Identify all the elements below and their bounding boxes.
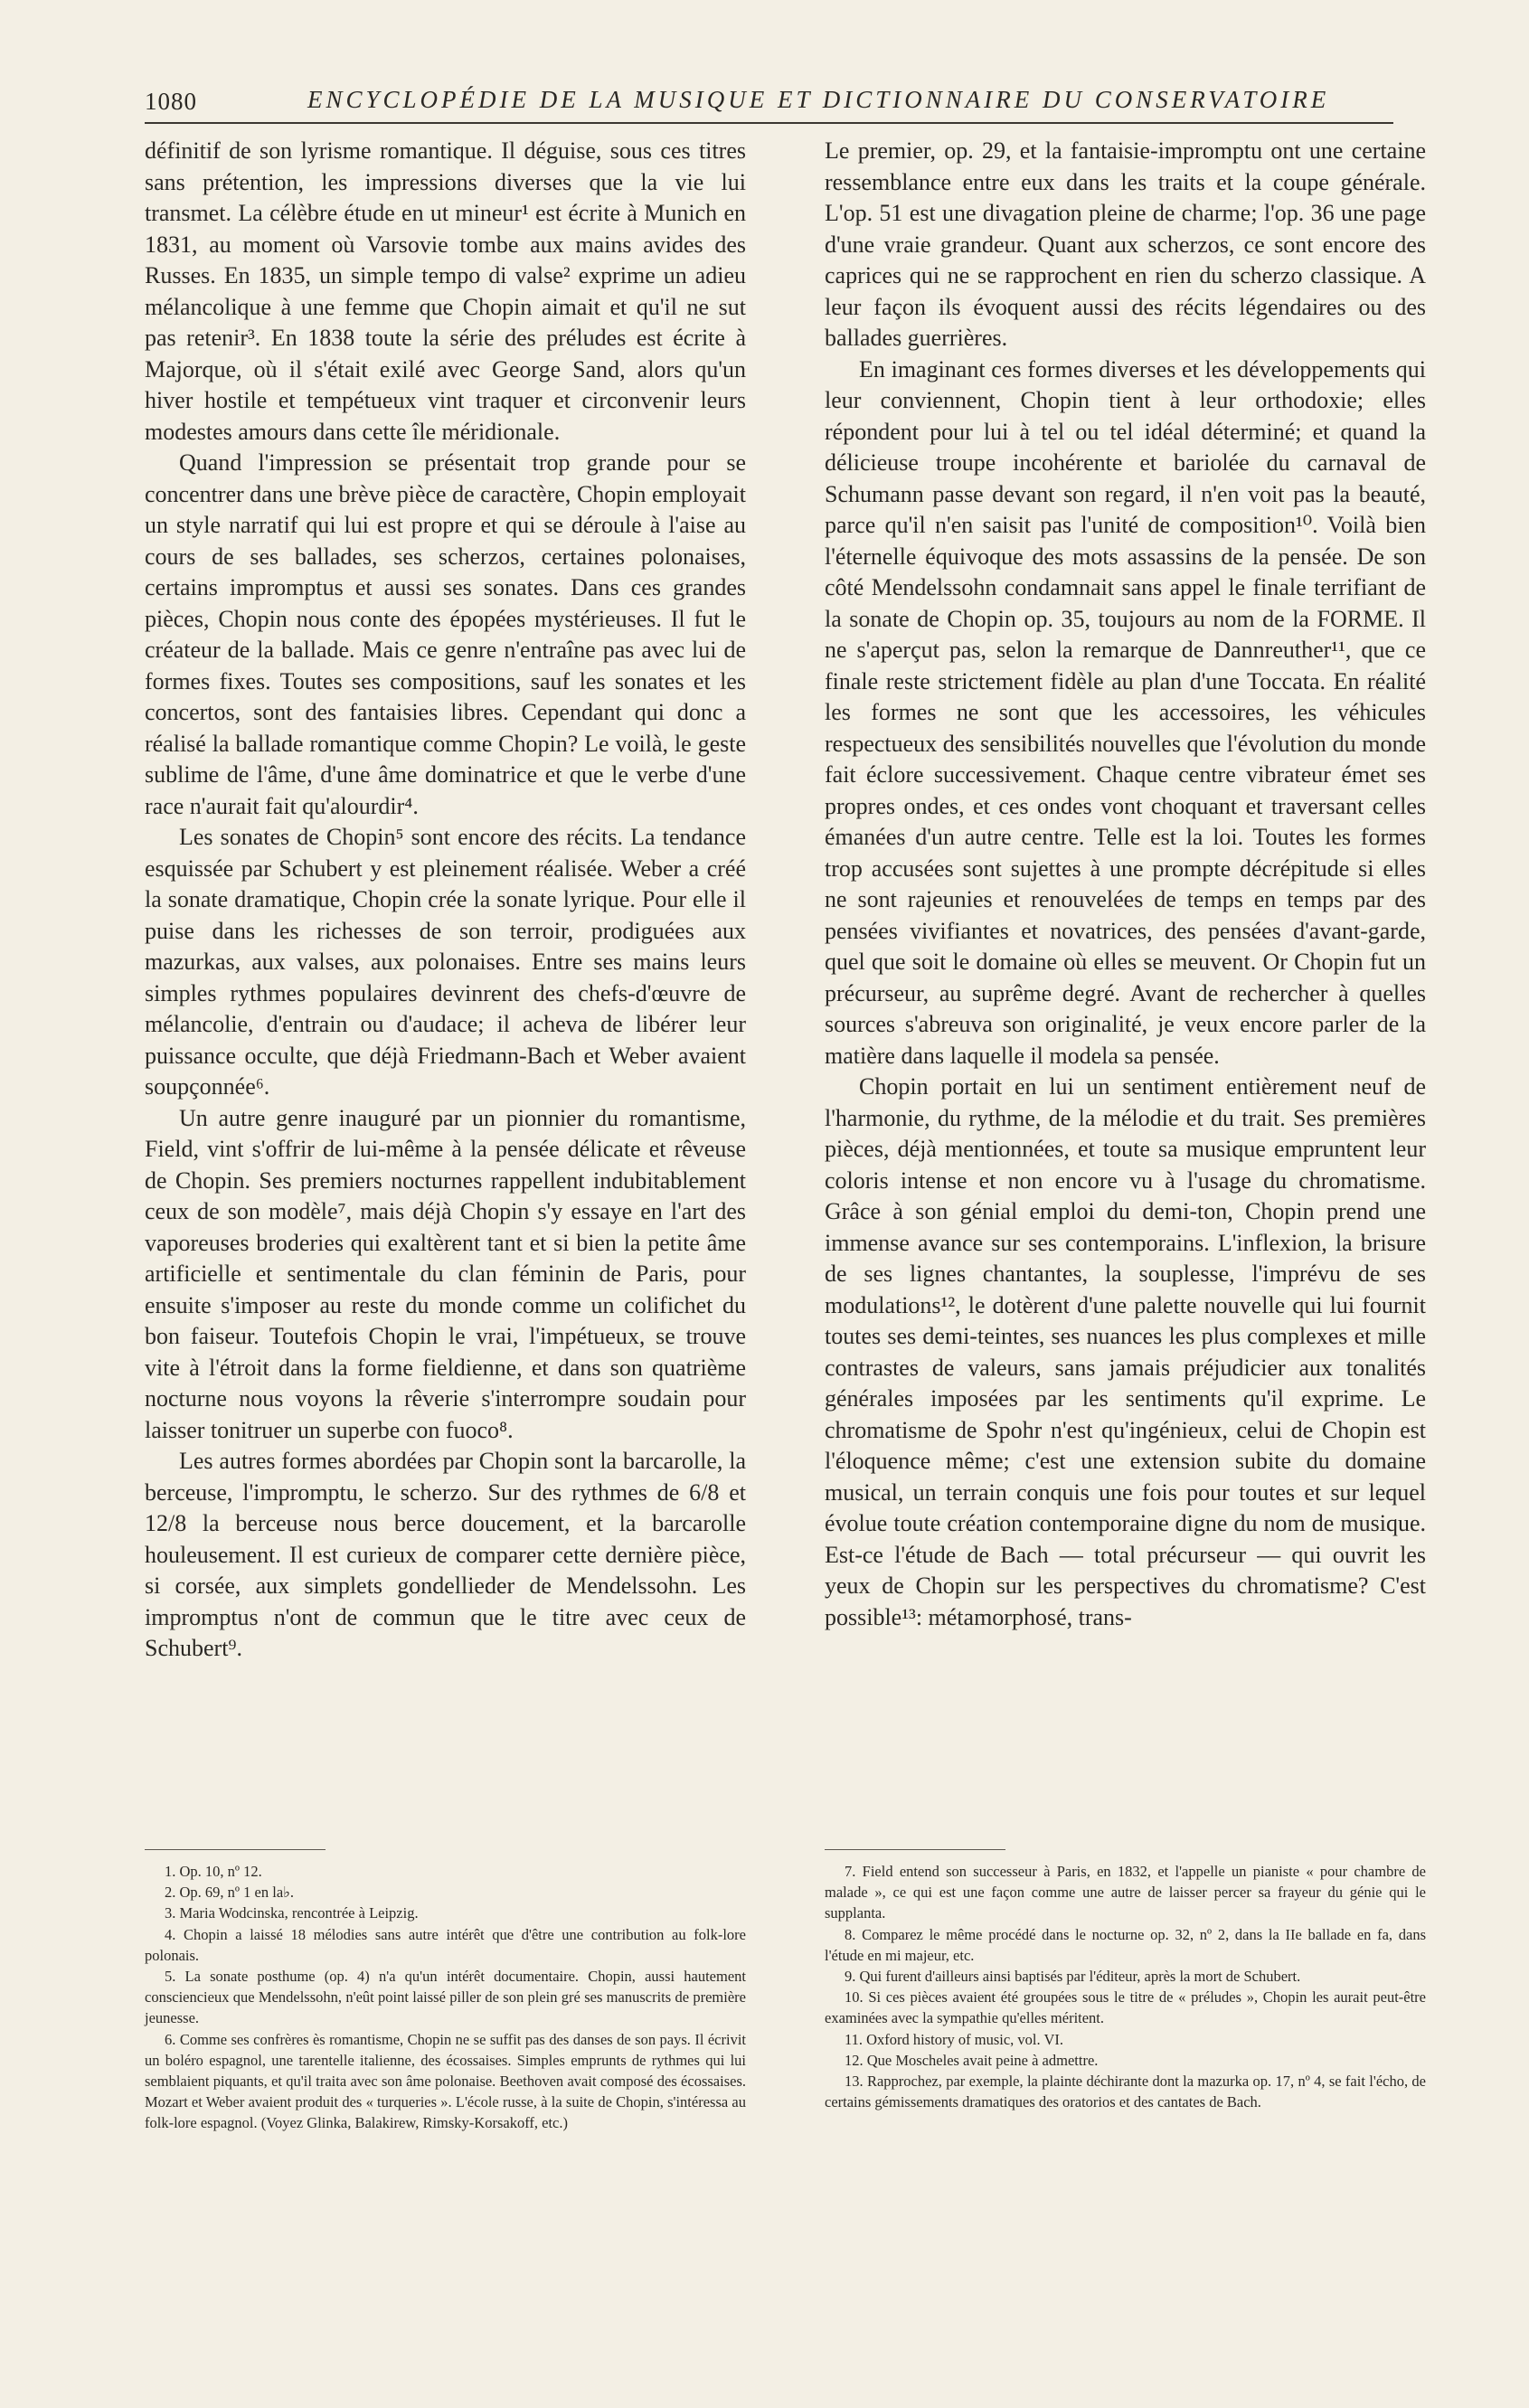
- footnote: 4. Chopin a laissé 18 mélodies sans autre intérêt que d'être une contribution au folk-lore polonais.: [145, 1925, 746, 1964]
- footnote: 5. La sonate posthume (op. 4) n'a qu'un intérêt documentaire. Chopin, aussi hautement consciencieux que Mendelssohn, n'eût point laissé piller de son plein gré ses manuscrits de première jeunesse.: [145, 1968, 746, 2027]
- right-paragraph-2: En imaginant ces formes diverses et les développements qui leur conviennent, Chopin tient à leur orthodoxie; elles répondent pour lui à tel ou tel idéal déterminé; et quand la délicieuse troupe incohérente et bariolée du carnaval de Schumann passe devant son regard, il n'en voit pas la beauté, parce qu'il n'en saisit pas l'unité de composition¹⁰. Voilà bien l'éternelle équivoque des mots assassins de la pensée. De son côté Mendelssohn condamnait sans appel le finale terrifiant de la sonate de Chopin op. 35, toujours au nom de la FORME. Il ne s'aperçut pas, selon la remarque de Dannreuther¹¹, que ce finale reste strictement fidèle au plan d'une Toccata. En réalité les formes ne sont que les accessoires, les véhicules respectueux des sensibilités nouvelles que l'évolution du monde fait éclore successivement. Chaque centre vibrateur émet ses propres ondes, et ces ondes vont choquant et traversant celles émanées d'un autre centre. Telle est la loi. Toutes les formes trop accusées sont sujettes à une prompte décrépitude si elles ne sont rajeunies et renouvelées de temps en temps par des pensées vivifiantes et novatrices, des pensées d'avant-garde, quel que soit le domaine où elles se meuvent. Or Chopin fut un précurseur, au suprême degré. Avant de rechercher à quelles sources s'abreuva son originalité, je veux encore parler de la matière dans laquelle il modela sa pensée.: [825, 355, 1426, 1069]
- left-paragraph-5: Les autres formes abordées par Chopin sont la barcarolle, la berceuse, l'impromptu, le scherzo. Sur des rythmes de 6/8 et 12/8 la berceuse nous berce doucement, et la barcarolle houleusement. Il est curieux de comparer cette dernière pièce, si corsée, aux simplets gondellieder de Mendelssohn. Les impromptus n'ont de commun que le titre avec ceux de Schubert⁹.: [145, 1448, 746, 1661]
- footnotes-right: [825, 1861, 1426, 2112]
- right-paragraph-3: Chopin portait en lui un sentiment entièrement neuf de l'harmonie, du rythme, de la mélodie et du trait. Ses premières pièces, déjà mentionnées, et toute sa musique empruntent leur coloris intense et non encore vu à l'usage du chromatisme. Grâce à son génial emploi du demi-ton, Chopin prend une immense avance sur ses contemporains. L'inflexion, la brisure de ses lignes chantantes, la souplesse, l'imprévu de ses modulations¹², le dotèrent d'une palette nouvelle qui lui fournit toutes ses demi-teintes, ses nuances les plus complexes et mille contrastes de valeurs, sans jamais préjudicier aux tonalités générales imposées par les sentiments qu'il exprime. Le chromatisme de Spohr n'est qu'ingénieux, celui de Chopin est l'éloquence même; c'est une extension subite du domaine musical, un terrain conquis une fois pour toutes et sur lequel évolue toute création contemporaine digne du nom de musique. Est-ce l'étude de Bach — total précurseur — qui ouvrit les yeux de Chopin sur les perspectives du chromatisme? C'est possible¹³: métamorphosé, trans-: [825, 1073, 1426, 1630]
- footnote: 3. Maria Wodcinska, rencontrée à Leipzig.: [165, 1904, 419, 1922]
- footnote-separator-left: [145, 1849, 326, 1850]
- footnote: 7. Field entend son successeur à Paris, en 1832, et l'appelle un pianiste « pour chambre de malade », ce qui est une façon comme une autre de laisser percer sa frayeur du génie qui le supplanta.: [825, 1863, 1426, 1922]
- left-paragraph-2: Quand l'impression se présentait trop grande pour se concentrer dans une brève pièce de caractère, Chopin employait un style narratif qui lui est propre et qui se déroule à l'aise au cours de ses ballades, ses scherzos, certaines polonaises, certains impromptus et aussi ses sonates. Dans ces grandes pièces, Chopin nous conte des épopées mystérieuses. Il fut le créateur de la ballade. Mais ce genre n'entraîne pas avec lui de formes fixes. Toutes ses compositions, sauf les sonates et les concertos, sont des fantaisies libres. Cependant qui donc a réalisé la ballade romantique comme Chopin? Le voilà, le geste sublime de l'âme, d'une âme dominatrice et que le verbe d'une race n'aurait fait qu'alourdir⁴.: [145, 449, 746, 819]
- footnote: 8. Comparez le même procédé dans le nocturne op. 32, nº 2, dans la IIe ballade en fa, dans l'étude en mi majeur, etc.: [825, 1925, 1426, 1964]
- footnote: 9. Qui furent d'ailleurs ainsi baptisés par l'éditeur, après la mort de Schubert.: [845, 1968, 1301, 1986]
- footnote: 1. Op. 10, nº 12.: [165, 1863, 262, 1880]
- left-paragraph-3: Les sonates de Chopin⁵ sont encore des récits. La tendance esquissée par Schubert y est pleinement réalisée. Weber a créé la sonate dramatique, Chopin crée la sonate lyrique. Pour elle il puise dans les richesses de son terroir, prodiguées aux mazurkas, aux valses, aux polonaises. Entre ses mains leurs simples rythmes populaires devinrent des chefs-d'œuvre de mélancolie, d'entrain ou d'audace; il acheva de libérer leur puissance occulte, que déjà Friedmann-Bach et Weber avaient soupçonnée⁶.: [145, 824, 746, 1100]
- footnote: 6. Comme ses confrères ès romantisme, Chopin ne se suffit pas des danses de son pays. Il écrivit un boléro espagnol, une tarentelle italienne, des écossaises. Simples emprunts de rythmes qui lui semblaient piquants, et qu'il traita avec son âme polonaise. Beethoven avait composé des écossaises. Mozart et Weber avaient produit des « turqueries ». L'école russe, à la suite de Chopin, s'intéressa au folk-lore espagnol. (Voyez Glinka, Balakirew, Rimsky-Korsakoff, etc.): [145, 2030, 746, 2132]
- footnote: 11. Oxford history of music, vol. VI.: [845, 2030, 1063, 2048]
- left-paragraph-1: définitif de son lyrisme romantique. Il déguise, sous ces titres sans prétention, les impressions diverses que la vie lui transmet. La célèbre étude en ut mineur¹ est écrite à Munich en 1831, au moment où Varsovie tombe aux mains avides des Russes. En 1835, un simple tempo di valse² exprime un adieu mélancolique à une femme que Chopin aimait et qu'il ne sut pas retenir³. En 1838 toute la série des préludes est écrite à Majorque, où il s'était exilé avec George Sand, alors qu'un hiver hostile et tempétueux vint traquer et circonvenir leurs modestes amours dans cette île méridionale.: [145, 137, 746, 445]
- running-title: ENCYCLOPÉDIE DE LA MUSIQUE ET DICTIONNAIRE DU CONSERVATOIRE: [307, 86, 1330, 113]
- right-paragraph-1: Le premier, op. 29, et la fantaisie-impromptu ont une certaine ressemblance entre eux dans les traits et la coupe générale. L'op. 51 est une divagation pleine de charme; l'op. 36 une page d'une vraie grandeur. Quant aux scherzos, ce sont encore des caprices qui ne se rapprochent en rien du scherzo classique. A leur façon ils évoquent aussi des récits légendaires ou des ballades guerrières.: [825, 137, 1426, 351]
- footnote: 10. Si ces pièces avaient été groupées sous le titre de « préludes », Chopin les aurait peut-être examinées avec la sympathie qu'elles méritent.: [825, 1988, 1426, 2027]
- left-paragraph-4: Un autre genre inauguré par un pionnier du romantisme, Field, vint s'offrir de lui-même à la pensée délicate et rêveuse de Chopin. Ses premiers nocturnes rappellent indubitablement ceux de son modèle⁷, mais déjà Chopin s'y essaye en l'art des vaporeuses broderies qui exaltèrent tant et si bien la petite âme artificielle et sentimentale du clan féminin de Paris, pour ensuite s'imposer au reste du monde comme un colifichet du bon faiseur. Toutefois Chopin le vrai, l'impétueux, se trouve vite à l'étroit dans la forme fieldienne, et dans son quatrième nocturne nous voyons la rêverie s'interrompre soudain pour laisser tonitruer un superbe con fuoco⁸.: [145, 1104, 746, 1443]
- footnotes-left: [145, 1861, 746, 2134]
- right-column: [825, 136, 1426, 1633]
- footnote: 12. Que Moscheles avait peine à admettre.: [845, 2051, 1099, 2069]
- left-column: [145, 136, 746, 1665]
- footnote: 2. Op. 69, nº 1 en la♭.: [165, 1884, 295, 1902]
- page-header: [145, 86, 1393, 124]
- page-number: 1080: [145, 88, 197, 115]
- footnote: 13. Rapprochez, par exemple, la plainte déchirante dont la mazurka op. 17, nº 4, se fait l'écho, de certains gémissements dramatiques des oratorios et des cantates de Bach.: [825, 2073, 1426, 2111]
- footnote-separator-right: [825, 1849, 1005, 1850]
